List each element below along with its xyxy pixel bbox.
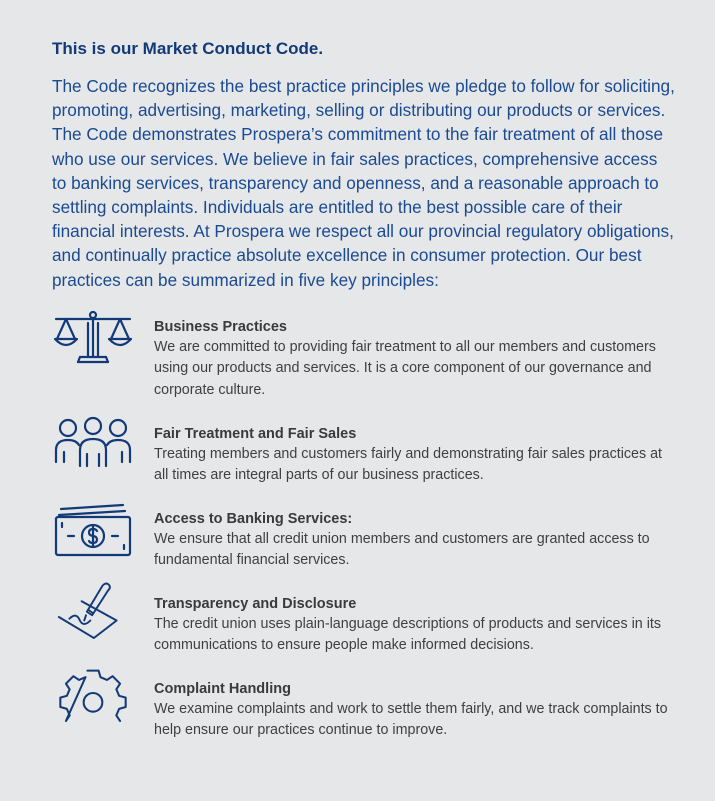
gear-icon	[52, 665, 134, 721]
principle-fair-treatment	[52, 424, 675, 509]
principle-business-practices	[52, 317, 675, 424]
principles-list	[52, 317, 675, 749]
money-icon	[52, 501, 134, 557]
principle-title: Business Practices	[154, 318, 287, 335]
pen-signature-icon	[52, 582, 134, 638]
intro-paragraph: The Code recognizes the best practice principles we pledge to follow for soliciting, promoting, advertising, marketing, selling or distributing our products or services. The Code demonstrates Prospera’s commitment to the fair treatment of all those who use our services. We believe in fair sales practices, comprehensive access to banking services, transparency and openness, and a reasonable approach to settling complaints. Individuals are entitled to the best possible care of their financial interests. At Prospera we respect all our provincial regulatory obligations, and continually practice absolute excellence in consumer protection. Our best practices can be summarized in five key principles:	[52, 76, 675, 290]
page-title: This is our Market Conduct Code.	[52, 39, 324, 58]
principle-description: Treating members and customers fairly and demonstrating fair sales practices at all times are integral parts of our business practices.	[154, 445, 663, 484]
principle-description: The credit union uses plain-language descriptions of products and services in its communications to ensure people make informed decisions.	[154, 615, 662, 654]
principle-title: Fair Treatment and Fair Sales	[154, 425, 357, 442]
principle-complaint-handling	[52, 679, 675, 749]
principle-title: Transparency and Disclosure	[154, 595, 357, 612]
principle-access-banking	[52, 509, 675, 594]
people-group-icon	[52, 416, 134, 472]
principle-title: Access to Banking Services:	[154, 510, 353, 527]
principle-description: We ensure that all credit union members and customers are granted access to fundamental financial services.	[154, 530, 650, 569]
principle-description: We examine complaints and work to settle them fairly, and we track complaints to help ensure our practices continue to improve.	[154, 700, 668, 739]
principle-transparency	[52, 594, 675, 679]
principle-title: Complaint Handling	[154, 680, 291, 697]
scales-icon	[52, 309, 134, 365]
principle-description: We are committed to providing fair treatment to all our members and customers using our products and services. It is a core component of our governance and corporate culture.	[154, 338, 656, 398]
